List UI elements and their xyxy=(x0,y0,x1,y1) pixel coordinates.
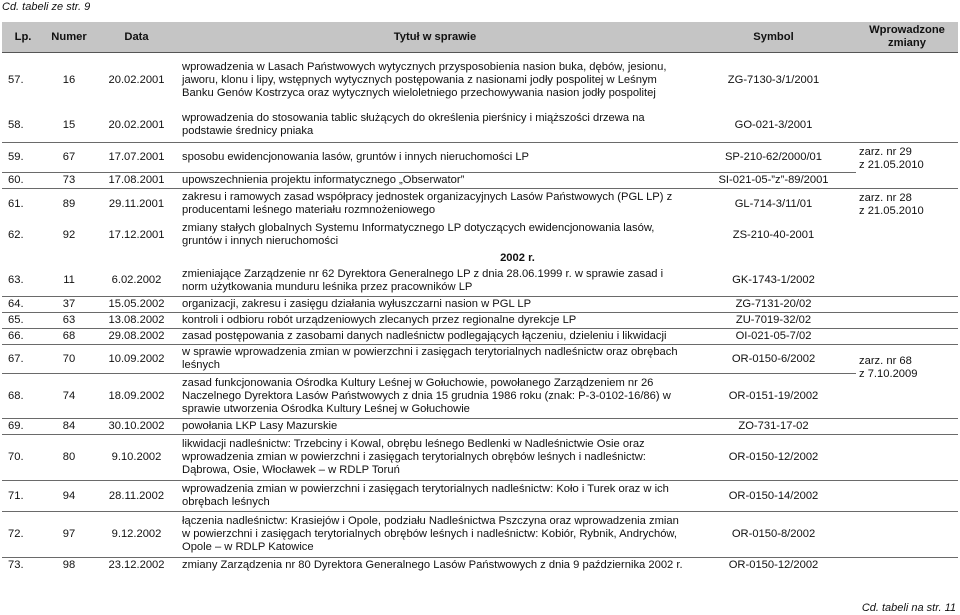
cell-zmiany-note xyxy=(856,345,958,419)
cell-symbol: SI-021-05-”z”-89/2001 xyxy=(691,173,856,189)
cell-data: 29.11.2001 xyxy=(94,189,179,220)
note-date-21-05-2010: z 21.05.2010 xyxy=(859,205,924,217)
cell-lp: 59. xyxy=(2,143,44,173)
header-symbol: Symbol xyxy=(691,22,856,53)
cell-data: 18.09.2002 xyxy=(94,374,179,419)
cell-lp: 62. xyxy=(8,228,24,241)
cell-numer: 37 xyxy=(44,297,94,313)
cell-data: 6.02.2002 xyxy=(111,274,162,287)
cell-data: 23.12.2002 xyxy=(94,558,179,574)
continuation-note-top: Cd. tabeli ze str. 9 xyxy=(2,1,91,13)
cell-symbol: ZU-7019-32/02 xyxy=(691,313,856,329)
cell-zmiany xyxy=(856,313,958,329)
cell-lp: 71. xyxy=(2,481,44,512)
cell-tytul: wprowadzenia do stosowania tablic służących do określenia pierśnicy i miąższości drzewa na podstawie średnicy pniaka xyxy=(182,112,645,138)
table-row xyxy=(2,189,958,220)
table-row xyxy=(2,109,958,143)
cell-tytul: powołania LKP Lasy Mazurskie xyxy=(179,419,691,435)
cell-lp: 58. xyxy=(8,118,24,131)
table-row xyxy=(2,512,958,558)
cell-numer: 89 xyxy=(44,189,94,220)
cell-tytul: zmiany stałych globalnych Systemu Informatycznego LP dotyczących ewidencjonowania lasów, gruntów i innych nieruchomości xyxy=(182,222,655,247)
cell-data: 20.02.2001 xyxy=(108,74,165,87)
cell-zmiany xyxy=(856,109,958,143)
cell-numer: 74 xyxy=(44,374,94,419)
cell-data: 17.08.2001 xyxy=(94,173,179,189)
cell-zmiany xyxy=(856,266,958,297)
table-row xyxy=(2,435,958,481)
cell-numer: 94 xyxy=(44,481,94,512)
cell-tytul: upowszechnienia projektu informatycznego „Obserwator” xyxy=(179,173,691,189)
cell-data: 17.07.2001 xyxy=(94,143,179,173)
cell-symbol: OR-0151-19/2002 xyxy=(691,374,856,419)
cell-zmiany-note xyxy=(856,189,958,251)
cell-tytul: zasad postępowania z zasobami danych nadleśnictw podlegających łączeniu, dzieleniu i likwidacji xyxy=(179,329,691,345)
cell-tytul: w sprawie wprowadzenia zmian w powierzchni i zasięgach terytorialnych nadleśnictw oraz obrębach leśnych xyxy=(179,345,691,374)
cell-numer: 68 xyxy=(44,329,94,345)
cell-tytul: zakresu i ramowych zasad współpracy jednostek organizacyjnych Lasów Państwowych (PGL LP) z producentami leśnego materiału rozmnożeniowego xyxy=(179,189,691,220)
cell-symbol: ZG-7130-3/1/2001 xyxy=(727,74,820,87)
note-zarz-68: zarz. nr 68 xyxy=(859,355,912,367)
cell-tytul: sposobu ewidencjonowania lasów, gruntów i innych nieruchomości LP xyxy=(179,143,691,173)
cell-tytul: likwidacji nadleśnictw: Trzebciny i Kowal, obrębu leśnego Bedlenki w Nadleśnictwie Osie oraz wprowadzenia zmian w powierzchni i zasięgach terytorialnych obrębów leśnych i nadleśnictw: Dąbrowa, Osie, Włocławek – w RDLP Toruń xyxy=(179,435,691,481)
cell-zmiany-note xyxy=(856,143,958,189)
table-row xyxy=(2,374,958,419)
table-row xyxy=(2,266,958,297)
cell-symbol: OR-0150-6/2002 xyxy=(691,345,856,374)
cell-lp: 64. xyxy=(2,297,44,313)
cell-numer: 63 xyxy=(44,313,94,329)
note-zarz-29: zarz. nr 29 xyxy=(859,146,912,158)
cell-zmiany xyxy=(856,53,958,109)
cell-data: 10.09.2002 xyxy=(94,345,179,374)
cell-zmiany xyxy=(856,558,958,574)
cell-tytul: organizacji, zakresu i zasięgu działania wyłuszczarni nasion w PGL LP xyxy=(179,297,691,313)
cell-lp: 57. xyxy=(8,74,24,87)
year-label: 2002 r. xyxy=(500,251,535,264)
cell-zmiany xyxy=(856,297,958,313)
cell-zmiany xyxy=(856,419,958,435)
cell-data: 17.12.2001 xyxy=(108,228,165,241)
table-row xyxy=(2,173,958,189)
cell-lp: 73. xyxy=(2,558,44,574)
cell-numer: 67 xyxy=(44,143,94,173)
cell-zmiany xyxy=(856,512,958,558)
header-tytul: Tytuł w sprawie xyxy=(179,22,691,53)
cell-data: 28.11.2002 xyxy=(94,481,179,512)
note-date-21-05-2010: z 21.05.2010 xyxy=(859,159,924,171)
cell-data: 30.10.2002 xyxy=(94,419,179,435)
cell-tytul: zmieniające Zarządzenie nr 62 Dyrektora Generalnego LP z dnia 28.06.1999 r. w sprawie zasad i norm użytkowania munduru leśnika przez pracowników LP xyxy=(182,267,664,293)
cell-zmiany xyxy=(856,481,958,512)
cell-tytul: zasad funkcjonowania Ośrodka Kultury Leśnej w Gołuchowie, powołanego Zarządzeniem nr 26 Naczelnego Dyrektora Lasów Państwowych z dnia 15 grudnia 1986 roku (znak: P-3-0102-16/86) w sprawie utworzenia Ośrodka Kultury Leśnej w Gołuchowie xyxy=(179,374,691,419)
table-row xyxy=(2,329,958,345)
cell-numer: 92 xyxy=(62,228,76,241)
cell-symbol: OR-0150-8/2002 xyxy=(691,512,856,558)
year-divider-row xyxy=(2,251,958,266)
cell-symbol: ZO-731-17-02 xyxy=(691,419,856,435)
cell-lp: 68. xyxy=(2,374,44,419)
regulations-table xyxy=(2,22,958,574)
cell-data: 15.05.2002 xyxy=(94,297,179,313)
cell-symbol: OR-0150-14/2002 xyxy=(691,481,856,512)
continuation-note-bottom: Cd. tabeli na str. 11 xyxy=(861,602,956,614)
cell-tytul: kontroli i odbioru robót urządzeniowych zlecanych przez regionalne dyrekcje LP xyxy=(179,313,691,329)
cell-tytul: wprowadzenia zmian w powierzchni i zasięgach terytorialnych nadleśnictw: Koło i Turek oraz w ich obrębach leśnych xyxy=(179,481,691,512)
cell-numer: 73 xyxy=(44,173,94,189)
cell-symbol: GK-1743-1/2002 xyxy=(732,274,815,287)
cell-symbol: ZS-210-40-2001 xyxy=(732,228,815,241)
header-lp: Lp. xyxy=(2,22,44,53)
cell-numer: 84 xyxy=(44,419,94,435)
cell-lp: 67. xyxy=(2,345,44,374)
header-data: Data xyxy=(94,22,179,53)
table-row xyxy=(2,481,958,512)
table-row xyxy=(2,297,958,313)
cell-zmiany xyxy=(856,435,958,481)
cell-lp: 65. xyxy=(2,313,44,329)
cell-symbol: ZG-7131-20/02 xyxy=(691,297,856,313)
cell-data: 29.08.2002 xyxy=(94,329,179,345)
cell-data: 13.08.2002 xyxy=(94,313,179,329)
cell-numer: 11 xyxy=(63,274,75,287)
cell-symbol: OR-0150-12/2002 xyxy=(691,435,856,481)
cell-symbol: GO-021-3/2001 xyxy=(734,118,813,131)
header-zmiany: Wprowadzone zmiany xyxy=(856,22,958,53)
cell-tytul: wprowadzenia w Lasach Państwowych wytycznych przysposobienia nasion buka, dębów, jesionu, jaworu, klonu i lipy, wstępnych wytycznych postępowania z nasionami jodły pospolitej w Leśnym Banku Genów Kostrzyca oraz wytycznych wieloletniego przechowywania nasion jodły pospolitej xyxy=(182,61,667,100)
cell-symbol: OR-0150-12/2002 xyxy=(691,558,856,574)
cell-lp: 60. xyxy=(2,173,44,189)
table-row xyxy=(2,345,958,374)
table-row xyxy=(2,220,958,251)
cell-lp: 72. xyxy=(2,512,44,558)
note-zarz-28: zarz. nr 28 xyxy=(859,192,912,204)
note-date-7-10-2009: z 7.10.2009 xyxy=(859,368,918,380)
cell-lp: 61. xyxy=(2,189,44,220)
cell-tytul: zmiany Zarządzenia nr 80 Dyrektora Generalnego Lasów Państwowych z dnia 9 października 2002 r. xyxy=(179,558,691,574)
cell-lp: 63. xyxy=(8,274,24,287)
table-row xyxy=(2,558,958,574)
table-row xyxy=(2,53,958,109)
cell-tytul: łączenia nadleśnictw: Krasiejów i Opole, podziału Nadleśnictwa Pszczyna oraz wprowadzenia zmian w powierzchni i zasięgach terytorialnych obrębów leśnych i nadleśnictw: Kobiór, Rybnik, Andrychów, Opole – w RDLP Katowice xyxy=(179,512,691,558)
cell-symbol: GL-714-3/11/01 xyxy=(691,189,856,220)
table-row xyxy=(2,419,958,435)
cell-numer: 97 xyxy=(44,512,94,558)
table-row xyxy=(2,313,958,329)
cell-data: 9.12.2002 xyxy=(94,512,179,558)
cell-lp: 70. xyxy=(2,435,44,481)
cell-symbol: SP-210-62/2000/01 xyxy=(691,143,856,173)
cell-numer: 80 xyxy=(44,435,94,481)
header-numer: Numer xyxy=(44,22,94,53)
cell-lp: 69. xyxy=(2,419,44,435)
cell-numer: 70 xyxy=(44,345,94,374)
cell-numer: 98 xyxy=(44,558,94,574)
table-row xyxy=(2,143,958,173)
cell-zmiany xyxy=(856,329,958,345)
cell-data: 9.10.2002 xyxy=(94,435,179,481)
cell-symbol: OI-021-05-7/02 xyxy=(691,329,856,345)
cell-numer: 15 xyxy=(62,118,76,131)
cell-data: 20.02.2001 xyxy=(108,118,165,131)
cell-numer: 16 xyxy=(62,74,76,87)
table-header-row xyxy=(2,22,958,53)
cell-lp: 66. xyxy=(2,329,44,345)
